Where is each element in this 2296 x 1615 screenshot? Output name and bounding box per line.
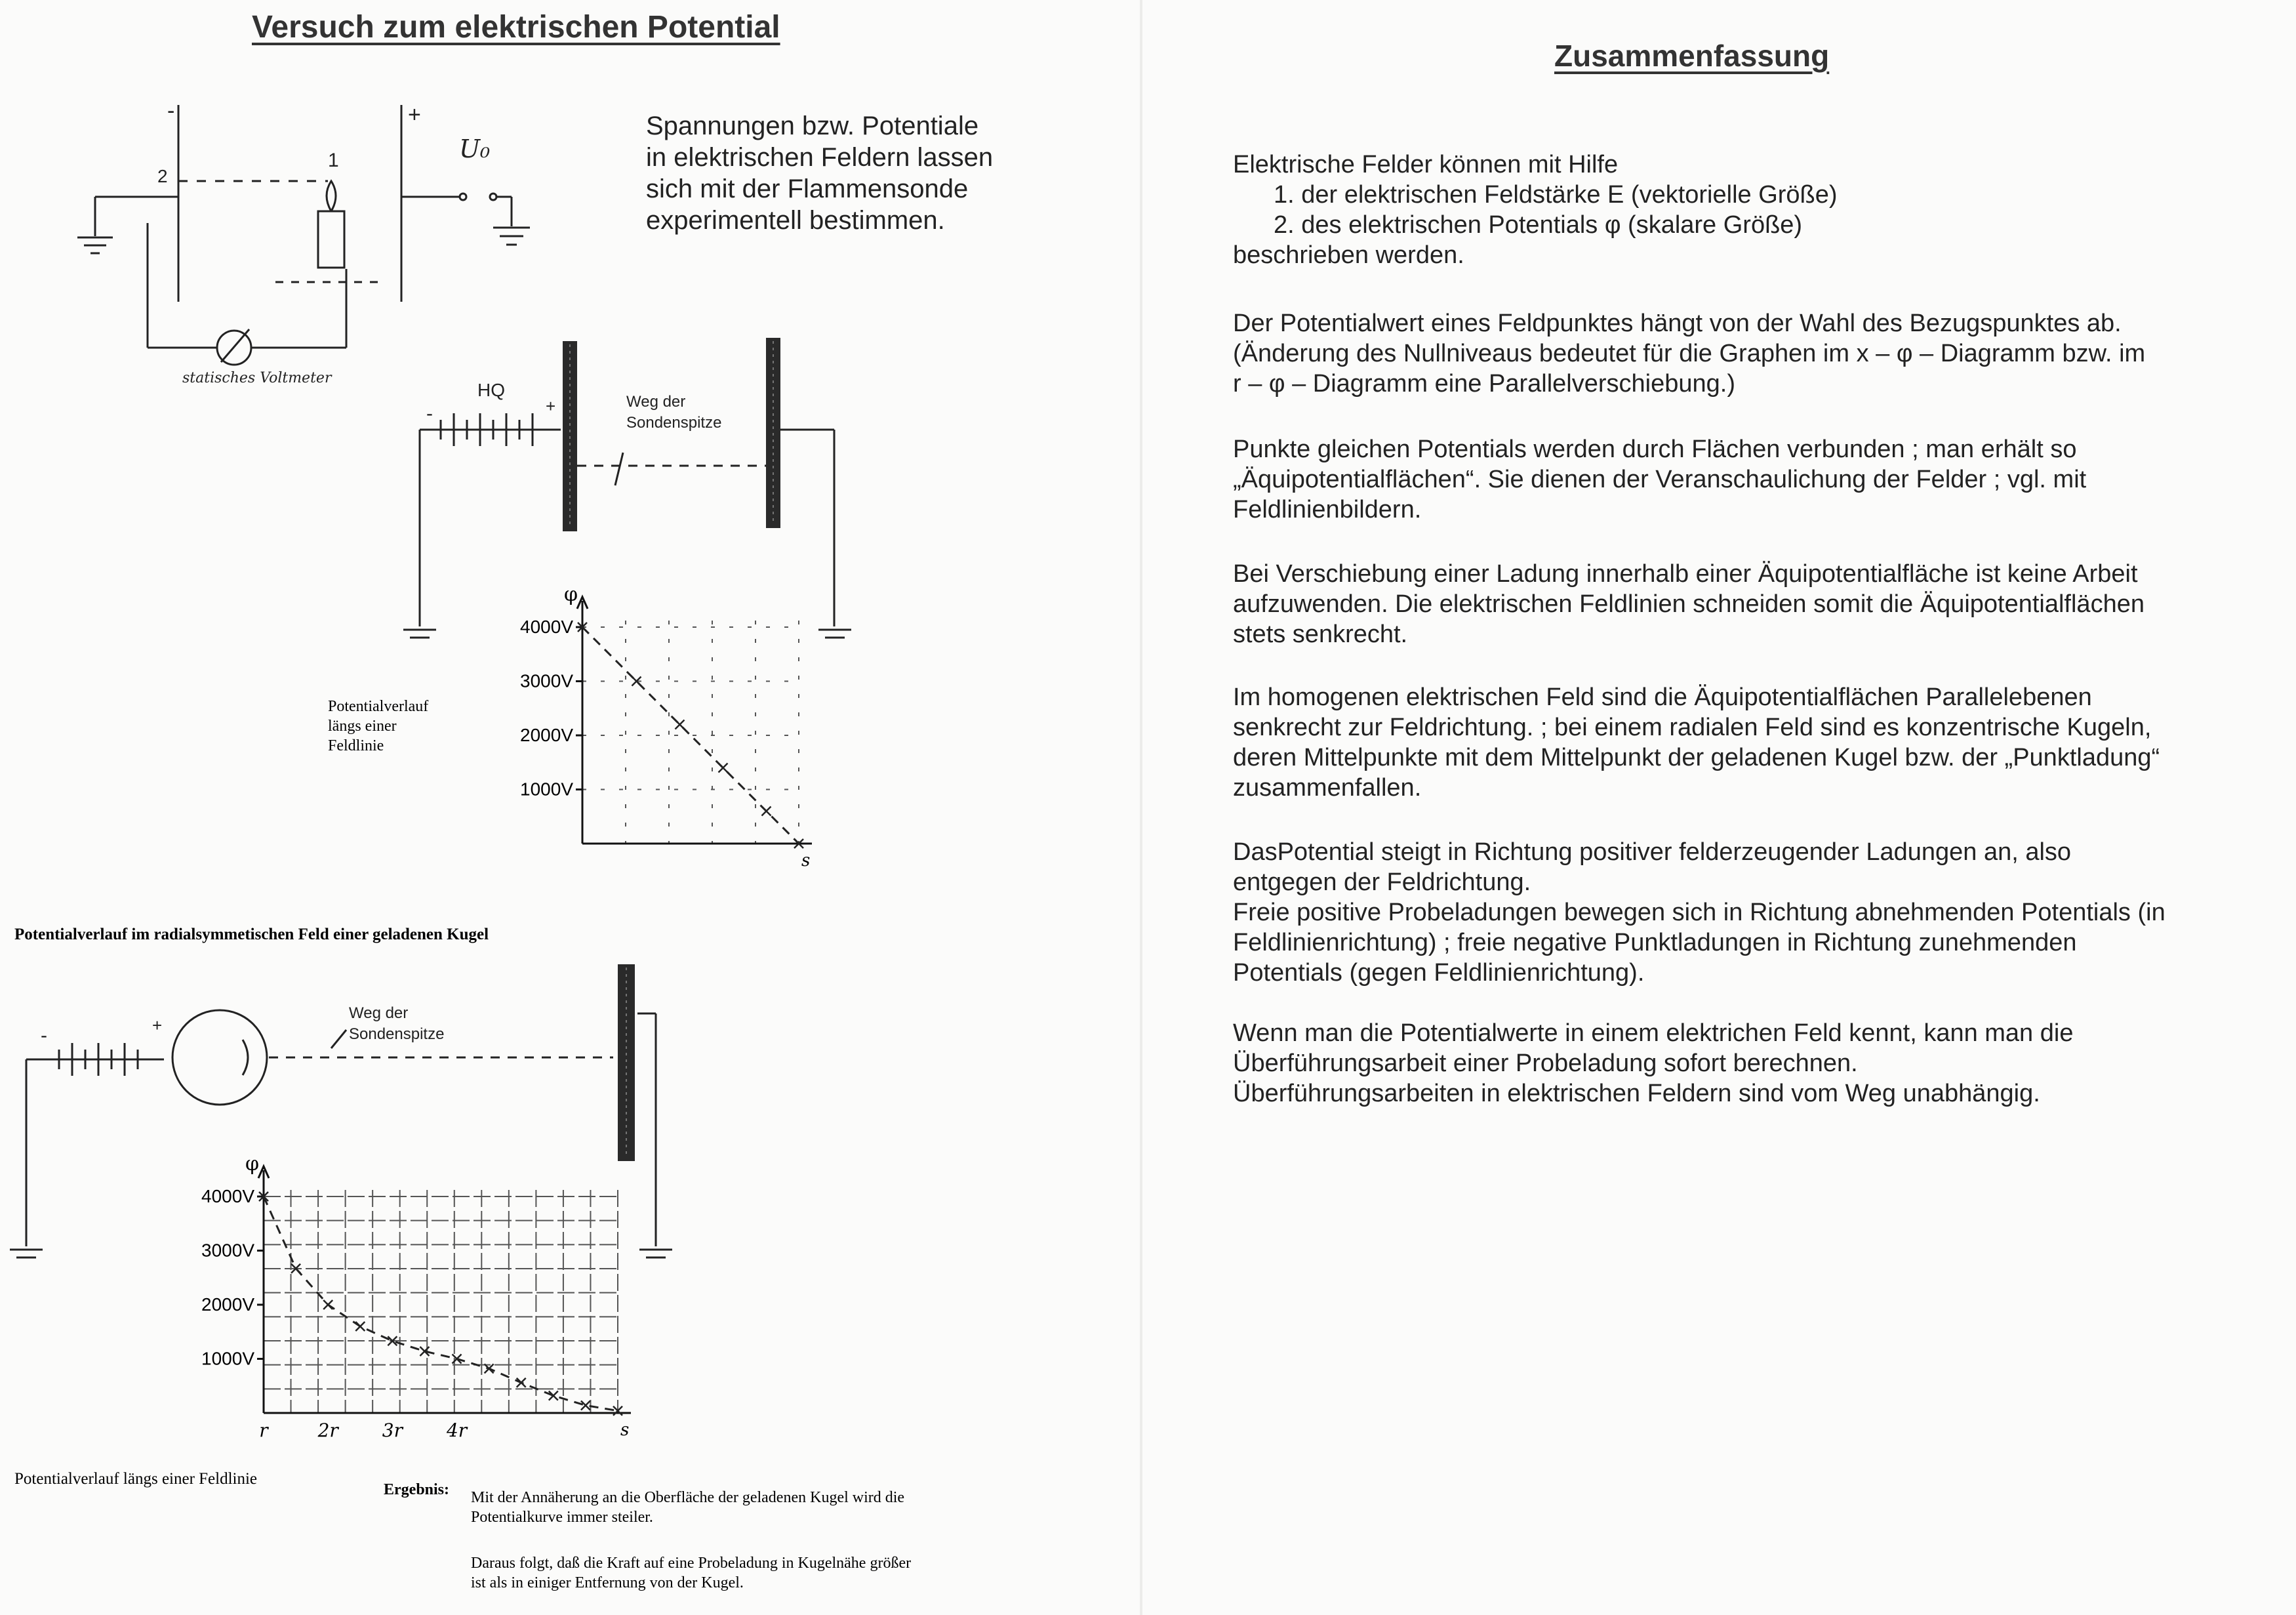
intro-line: experimentell bestimmen. bbox=[646, 206, 945, 235]
y-tick-label: 1000V bbox=[201, 1348, 254, 1369]
y-axis-label: φ bbox=[245, 1153, 260, 1175]
data-point bbox=[719, 764, 728, 773]
result-line: Daraus folgt, daß die Kraft auf eine Probeladung in Kugelnähe größer bbox=[471, 1555, 912, 1572]
x-tick-label: 2r bbox=[317, 1420, 338, 1441]
plate-label: 2 bbox=[157, 166, 168, 186]
plus-sign: + bbox=[546, 396, 556, 416]
summary-line: stets senkrecht. bbox=[1233, 621, 1408, 648]
summary-line: Freie positive Probeladungen bewegen sich in Richtung abnehmenden Potentials (in bbox=[1233, 899, 2165, 926]
linear-potential-chart bbox=[520, 583, 812, 870]
x-tick-label: 4r bbox=[446, 1420, 468, 1441]
data-point bbox=[549, 1391, 558, 1400]
x-tick-label: 3r bbox=[382, 1420, 403, 1441]
data-point bbox=[762, 807, 771, 816]
result-line: Mit der Annäherung an die Oberfläche der geladenen Kugel wird die bbox=[471, 1489, 905, 1506]
summary-paragraph bbox=[1233, 559, 2256, 649]
data-point bbox=[517, 1378, 526, 1387]
summary-line: beschrieben werden. bbox=[1233, 241, 1464, 269]
summary-line: Potentials (gegen Feldlinienrichtung). bbox=[1233, 959, 1645, 987]
y-tick-label: 2000V bbox=[520, 725, 573, 745]
summary-line: 2. des elektrischen Potentials φ (skalare Größe) bbox=[1274, 211, 1803, 239]
page-title-right: Zusammenfassung bbox=[1554, 39, 1830, 73]
path-label: Weg der bbox=[349, 1004, 409, 1022]
summary-line: Elektrische Felder können mit Hilfe bbox=[1233, 151, 1619, 178]
intro-line: in elektrischen Feldern lassen bbox=[646, 143, 994, 172]
plus-sign: + bbox=[408, 102, 421, 127]
summary-paragraph bbox=[1233, 150, 2256, 270]
plus-sign: + bbox=[152, 1015, 163, 1035]
summary-paragraph bbox=[1233, 682, 2256, 803]
caption-linear: Potentialverlauf bbox=[328, 698, 429, 715]
y-tick-label: 4000V bbox=[520, 617, 573, 637]
page-title-left: Versuch zum elektrischen Potential bbox=[252, 10, 780, 45]
y-tick-label: 4000V bbox=[201, 1186, 254, 1206]
summary-line: entgegen der Feldrichtung. bbox=[1233, 869, 1531, 896]
summary-line: Wenn man die Potentialwerte in einem elektrichen Feld kennt, kann man die bbox=[1233, 1019, 2074, 1047]
intro-line: sich mit der Flammensonde bbox=[646, 174, 969, 203]
summary-line: „Äquipotentialflächen“. Sie dienen der Veranschaulichung der Felder ; vgl. mit bbox=[1233, 466, 2087, 493]
summary-line: senkrecht zur Feldrichtung. ; bei einem radialen Feld sind es konzentrische Kugeln, bbox=[1233, 714, 2152, 741]
minus-sign: - bbox=[41, 1025, 47, 1046]
summary-line: Feldlinienrichtung) ; freie negative Punktladungen in Richtung zunehmenden bbox=[1233, 929, 2077, 956]
y-tick-label: 3000V bbox=[520, 670, 573, 691]
intro-line: Spannungen bzw. Potentiale bbox=[646, 112, 979, 140]
battery-label: HQ bbox=[477, 380, 505, 400]
summary-paragraph bbox=[1233, 837, 2256, 988]
summary-line: Im homogenen elektrischen Feld sind die Äquipotentialflächen Parallelebenen bbox=[1233, 684, 2092, 711]
right-page bbox=[1141, 0, 2296, 1615]
summary-line: Überführungsarbeiten in elektrischen Feldern sind vom Weg unabhängig. bbox=[1233, 1080, 2040, 1107]
result-label: Ergebnis: bbox=[384, 1481, 450, 1498]
y-axis-label: φ bbox=[564, 583, 578, 606]
summary-paragraph bbox=[1233, 434, 2256, 525]
summary-line: Der Potentialwert eines Feldpunktes hängt von der Wahl des Bezugspunktes ab. bbox=[1233, 310, 2122, 337]
summary-line: Überführungsarbeit einer Probeladung sofort berechnen. bbox=[1233, 1050, 1858, 1077]
path-label: Sondenspitze bbox=[626, 414, 722, 432]
potential-curve bbox=[264, 1196, 618, 1411]
minus-sign: - bbox=[167, 98, 175, 123]
summary-line: Punkte gleichen Potentials werden durch Flächen verbunden ; man erhält so bbox=[1233, 436, 2077, 463]
caption-linear: Feldlinie bbox=[328, 737, 384, 754]
radial-potential-chart bbox=[201, 1153, 631, 1441]
result-line: Potentialkurve immer steiler. bbox=[471, 1509, 653, 1526]
probe-label: 1 bbox=[328, 150, 339, 171]
data-point bbox=[355, 1322, 365, 1331]
y-tick-label: 2000V bbox=[201, 1294, 254, 1315]
summary-paragraph bbox=[1233, 1018, 2256, 1109]
data-point bbox=[323, 1300, 332, 1309]
summary-line: Bei Verschiebung einer Ladung innerhalb einer Äquipotentialfläche ist keine Arbeit bbox=[1233, 560, 2138, 588]
summary-line: DasPotential steigt in Richtung positiver felderzeugender Ladungen an, also bbox=[1233, 838, 2072, 866]
y-tick-label: 1000V bbox=[520, 779, 573, 800]
summary-line: r – φ – Diagramm eine Parallelverschiebung.) bbox=[1233, 370, 1735, 398]
summary-line: Feldlinienbildern. bbox=[1233, 496, 1422, 523]
path-label: Weg der bbox=[626, 393, 686, 411]
summary-line: zusammenfallen. bbox=[1233, 774, 1422, 802]
left-drawings bbox=[0, 0, 1141, 1615]
left-page bbox=[0, 0, 1141, 1615]
x-axis-label: s bbox=[620, 1420, 630, 1440]
summary-line: aufzuwenden. Die elektrischen Feldlinien schneiden somit die Äquipotentialflächen bbox=[1233, 590, 2145, 618]
summary-line: 1. der elektrischen Feldstärke E (vektorielle Größe) bbox=[1274, 181, 1838, 209]
summary-line: (Änderung des Nullniveaus bedeutet für die Graphen im x – φ – Diagramm bzw. im bbox=[1233, 340, 2146, 367]
caption-linear: längs einer bbox=[328, 718, 397, 735]
x-tick-label: r bbox=[259, 1420, 268, 1441]
minus-sign: - bbox=[426, 403, 433, 424]
x-axis-label: s bbox=[801, 851, 811, 870]
y-tick-label: 3000V bbox=[201, 1240, 254, 1261]
data-point bbox=[675, 720, 685, 729]
summary-paragraph bbox=[1233, 308, 2256, 399]
source-label: U₀ bbox=[459, 134, 491, 163]
meter-label: statisches Voltmeter bbox=[182, 370, 332, 386]
caption-radial: Potentialverlauf längs einer Feldlinie bbox=[14, 1470, 258, 1488]
result-line: ist als in einiger Entfernung von der Kugel. bbox=[471, 1574, 744, 1591]
radial-heading: Potentialverlauf im radialsymmetischen Feld einer geladenen Kugel bbox=[14, 926, 489, 943]
summary-line: deren Mittelpunkte mit dem Mittelpunkt der geladenen Kugel bzw. der „Punktladung“ bbox=[1233, 744, 2160, 771]
path-label: Sondenspitze bbox=[349, 1025, 445, 1043]
